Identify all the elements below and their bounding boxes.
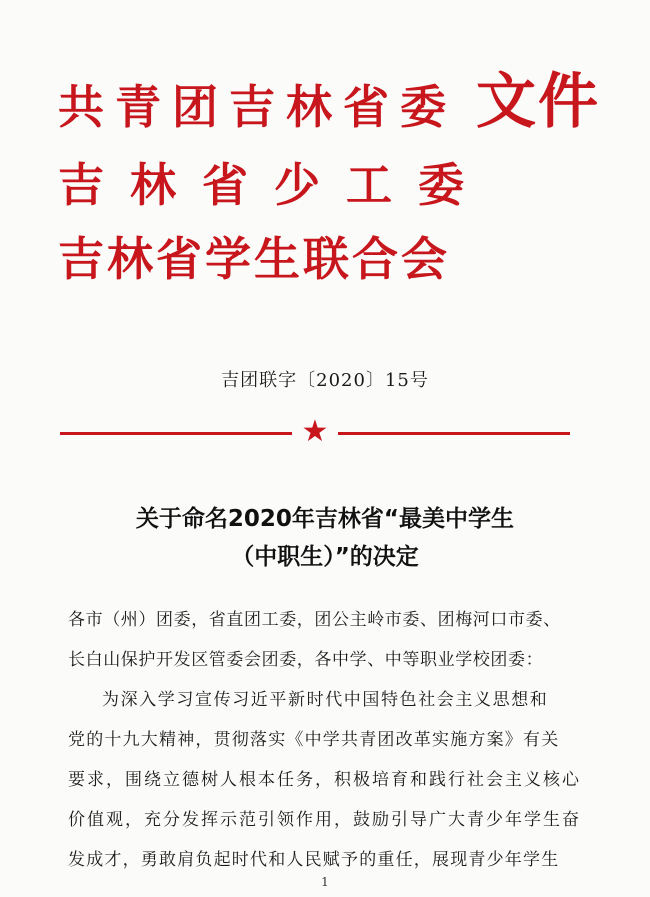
page-number: 1 [321, 875, 329, 889]
issuer-line-young-pioneers: 吉林省少工委 [58, 158, 490, 212]
document-number: 吉团联字〔2020〕15号 [221, 370, 429, 391]
body-line: 各市（州）团委，省直团工委，团公主岭市委、团梅河口市委、 [68, 610, 561, 630]
document-label: 文件 [476, 67, 600, 137]
document-title-line-1: 关于命名2020年吉林省“最美中学生 [135, 506, 515, 532]
divider-left [60, 432, 292, 435]
star-icon: ★ [301, 414, 329, 449]
document-title-line-2: （中职生）”的决定 [231, 544, 419, 570]
body-line: 为深入学习宣传习近平新时代中国特色社会主义思想和 [102, 690, 549, 710]
body-line: 要求，围绕立德树人根本任务，积极培育和践行社会主义核心 [68, 770, 581, 790]
body-line: 发成才，勇敢肩负起时代和人民赋予的重任，展现青少年学生 [68, 850, 560, 870]
body-line: 价值观，充分发挥示范引领作用，鼓励引导广大青少年学生奋 [68, 810, 581, 830]
divider-right [338, 432, 570, 435]
issuer-line-youth-league: 共青团吉林省委 [58, 80, 457, 134]
body-line: 长白山保护开发区管委会团委，各中学、中等职业学校团委： [68, 650, 544, 670]
issuer-line-student-union: 吉林省学生联合会 [58, 232, 450, 286]
body-line: 党的十九大精神，贯彻落实《中学共青团改革实施方案》有关 [68, 730, 560, 750]
